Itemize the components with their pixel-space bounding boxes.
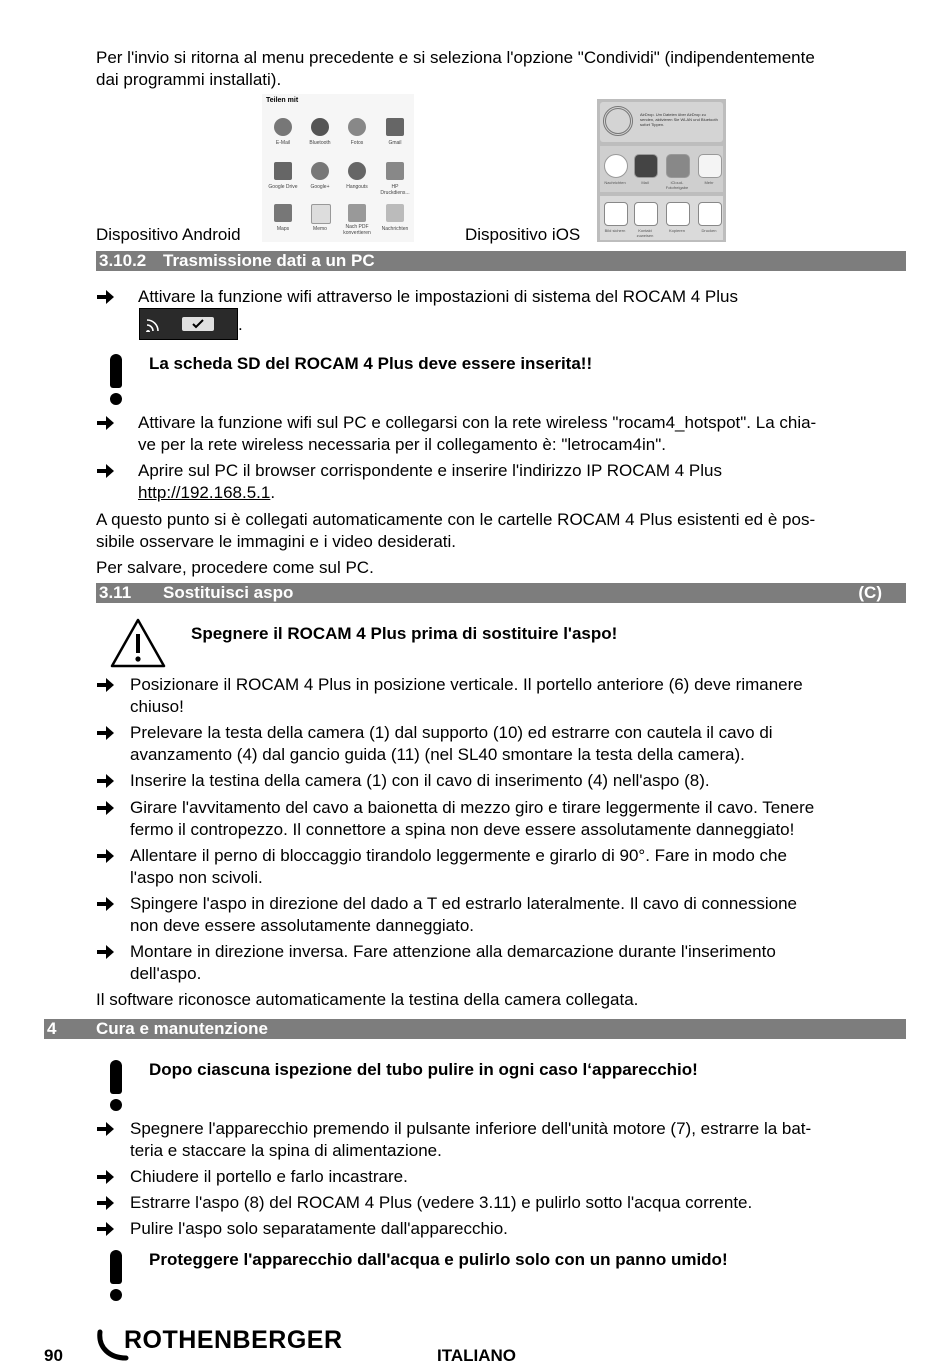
language-label: ITALIANO [437, 1346, 517, 1365]
brand-name: ROTHENBERGER [124, 1326, 343, 1354]
bullet-text: Allentare il perno di bloccaggio tirandolo leggermente e girarlo di 90°. Fare in modo che [130, 846, 787, 865]
bullet-item [96, 845, 906, 889]
android-caption: Dispositivo Android [96, 225, 241, 244]
bullet-text: ve per la rete wireless necessaria per il collegamento è: "letrocam4in". [138, 435, 666, 454]
bullet-text: chiuso! [130, 697, 184, 716]
bullet-item [96, 770, 906, 792]
arrow-bullet-icon [96, 676, 116, 694]
bullet-text: Chiudere il portello e farlo incastrare. [130, 1167, 408, 1186]
page-number: 90 [44, 1346, 63, 1365]
mail-icon [634, 154, 658, 178]
section-tag: (C) [858, 583, 882, 602]
section-number: 4 [47, 1019, 57, 1038]
photo-share-icon [666, 154, 690, 178]
bullet-text: Aprire sul PC il browser corrispondente e inserire l'indirizzo IP ROCAM 4 Plus [138, 461, 722, 480]
action-label: Kopieren [668, 228, 685, 233]
app-label: iCloud-Fotofreigabe [665, 180, 689, 190]
ios-caption: Dispositivo iOS [465, 225, 581, 244]
warning-sd-card: La scheda SD del ROCAM 4 Plus deve essere inserita!! [149, 354, 593, 373]
bullet-text: non deve essere assolutamente danneggiato. [130, 916, 475, 935]
app-label: Google+ [310, 184, 330, 190]
app-label: Maps [276, 226, 290, 232]
app-label: Gmail [388, 140, 402, 146]
arrow-bullet-icon [96, 414, 116, 432]
hangouts-app-icon [348, 162, 366, 180]
gmail-app-icon [386, 118, 404, 136]
app-label: E-Mail [275, 140, 291, 146]
check-icon [192, 319, 204, 329]
app-label: Nachrichten [604, 180, 626, 185]
app-label: Mehr [704, 180, 714, 185]
arrow-bullet-icon [96, 1220, 116, 1238]
bullet-text: l'aspo non scivoli. [130, 868, 263, 887]
google-plus-app-icon [311, 162, 329, 180]
app-label: Mail [641, 180, 649, 185]
bullet-text: Attivare la funzione wifi attraverso le impostazioni di sistema del ROCAM 4 Plus [138, 287, 738, 306]
section-number: 3.10.2 [99, 251, 147, 270]
app-label: HP Druckdiens... [380, 184, 410, 196]
connected-paragraph: A questo punto si è collegati automaticamente con le cartelle ROCAM 4 Plus esistenti ed è pos- sibile osservare le immagini e i video desiderati. [96, 510, 816, 551]
warning-triangle-icon [109, 617, 167, 669]
intro-paragraph: Per l'invio si ritorna al menu precedente e si seleziona l'opzione "Condividi" (indipendentemente dai programmi installati). [96, 48, 815, 89]
section-title: Cura e manutenzione [96, 1019, 268, 1038]
bullet-text: Spingere l'aspo in direzione del dado a T ed estrarlo lateralmente. Il cavo di connessione [130, 894, 797, 913]
more-icon [698, 154, 722, 178]
arrow-bullet-icon [96, 772, 116, 790]
bullet-text: avanzamento (4) dal gancio guida (11) (nel SL40 smontare la testa della camera). [130, 745, 745, 764]
app-label: Google Drive [268, 184, 298, 190]
app-label: Hangouts [346, 184, 368, 190]
closing-paragraph: Il software riconosce automaticamente la testina della camera collegata. [96, 990, 639, 1009]
bullet-item [96, 941, 906, 985]
bullet-item [96, 893, 906, 937]
printer-app-icon [386, 162, 404, 180]
bullet-text-tail: . [238, 315, 243, 334]
android-share-screenshot [262, 94, 414, 242]
bullet-text: Posizionare il ROCAM 4 Plus in posizione verticale. Il portello anteriore (6) deve rimanere [130, 675, 803, 694]
exclamation-icon [108, 1060, 124, 1112]
copy-icon [666, 202, 690, 226]
bullet-text: Pulire l'aspo solo separatamente dall'apparecchio. [130, 1219, 508, 1238]
exclamation-icon [108, 1250, 124, 1302]
bullet-item [96, 674, 906, 718]
email-app-icon [274, 118, 292, 136]
airdrop-text: AirDrop. Um Dateien über AirDrop zu senden, aktivieren Sie WLAN und Bluetooth sofort Tippen. [640, 112, 718, 127]
action-label: Bild sichern [604, 228, 626, 233]
toggle-switch [182, 317, 214, 331]
section-header-4 [44, 1019, 906, 1039]
bluetooth-app-icon [311, 118, 329, 136]
bullet-text: Attivare la funzione wifi sul PC e collegarsi con la rete wireless "rocam4_hotspot". La chia- [138, 413, 817, 432]
bullet-item [96, 286, 906, 344]
warning-clean-device: Dopo ciascuna ispezione del tubo pulire in ogni caso l‘apparecchio! [149, 1060, 698, 1079]
bullet-item [96, 722, 906, 766]
bullet-text: fermo il contropezzo. Il connettore a spina non deve essere assolutamente danneggiato! [130, 820, 795, 839]
bullet-text: Estrarre l'aspo (8) del ROCAM 4 Plus (vedere 3.11) e pulirlo sotto l'acqua corrente. [130, 1193, 753, 1212]
app-label: Memo [313, 226, 327, 232]
action-label: Drucken [701, 228, 717, 233]
arrow-bullet-icon [96, 1120, 116, 1138]
bullet-item [96, 1218, 906, 1240]
action-label: Kontakt zuweisen [636, 228, 654, 238]
assign-contact-icon [634, 202, 658, 226]
memo-app-icon [311, 204, 331, 224]
bullet-item [96, 412, 906, 456]
wifi-icon [146, 316, 164, 332]
warning-protect-water: Proteggere l'apparecchio dall'acqua e pulirlo solo con un panno umido! [149, 1250, 728, 1269]
arrow-bullet-icon [96, 462, 116, 480]
pdf-app-icon [348, 204, 366, 222]
bullet-text: Spegnere l'apparecchio premendo il pulsante inferiore dell'unità motore (7), estrarre la bat- [130, 1119, 812, 1138]
photos-app-icon [348, 118, 366, 136]
arrow-bullet-icon [96, 1168, 116, 1186]
arrow-bullet-icon [96, 288, 116, 306]
section-header-3-11 [96, 583, 906, 603]
arrow-bullet-icon [96, 724, 116, 742]
save-paragraph: Per salvare, procedere come sul PC. [96, 558, 374, 577]
section-number: 3.11 [99, 583, 132, 602]
bullet-text: Girare l'avvitamento del cavo a baionetta di mezzo giro e tirare leggermente il cavo. Tenere [130, 798, 815, 817]
ip-address-link[interactable]: http://192.168.5.1 [138, 483, 271, 502]
section-header-3-10-2 [96, 251, 906, 271]
arrow-bullet-icon [96, 799, 116, 817]
bullet-item [96, 1192, 906, 1214]
arrow-bullet-icon [96, 895, 116, 913]
section-title: Trasmissione dati a un PC [163, 251, 375, 270]
google-drive-app-icon [274, 162, 292, 180]
ios-actions-row [600, 196, 723, 240]
app-label: Bluetooth [309, 140, 331, 146]
ios-apps-row [600, 146, 723, 192]
print-icon [698, 202, 722, 226]
maps-app-icon [274, 204, 292, 222]
arrow-bullet-icon [96, 943, 116, 961]
app-label: Nach PDF konvertieren [343, 224, 371, 236]
bullet-text-tail: . [270, 483, 276, 502]
wifi-toggle-image [139, 308, 238, 340]
bullet-item [96, 1118, 906, 1162]
exclamation-icon [108, 354, 124, 406]
section-title: Sostituisci aspo [163, 583, 294, 602]
messages-app-icon [386, 204, 404, 222]
warning-switch-off: Spegnere il ROCAM 4 Plus prima di sostituire l'aspo! [191, 624, 618, 643]
bullet-text: Prelevare la testa della camera (1) dal supporto (10) ed estrarre con cautela il cavo di [130, 723, 773, 742]
bullet-text: Montare in direzione inversa. Fare attenzione alla demarcazione durante l'inserimento [130, 942, 776, 961]
ios-share-screenshot [597, 99, 726, 242]
save-image-icon [604, 202, 628, 226]
bullet-item [96, 460, 906, 504]
arrow-bullet-icon [96, 1194, 116, 1212]
airdrop-icon [603, 106, 633, 136]
bullet-text: dell'aspo. [130, 964, 202, 983]
app-label: Nachrichten [381, 226, 409, 232]
bullet-item [96, 797, 906, 841]
messages-icon [604, 154, 628, 178]
bullet-item [96, 1166, 906, 1188]
airdrop-panel [600, 102, 723, 142]
bullet-text: teria e staccare la spina di alimentazione. [130, 1141, 442, 1160]
android-share-title: Teilen mit [266, 97, 299, 104]
app-label: Fotos [350, 140, 364, 146]
rothenberger-logo [96, 1326, 346, 1362]
bullet-text: Inserire la testina della camera (1) con il cavo di inserimento (4) nell'aspo (8). [130, 771, 710, 790]
arrow-bullet-icon [96, 847, 116, 865]
